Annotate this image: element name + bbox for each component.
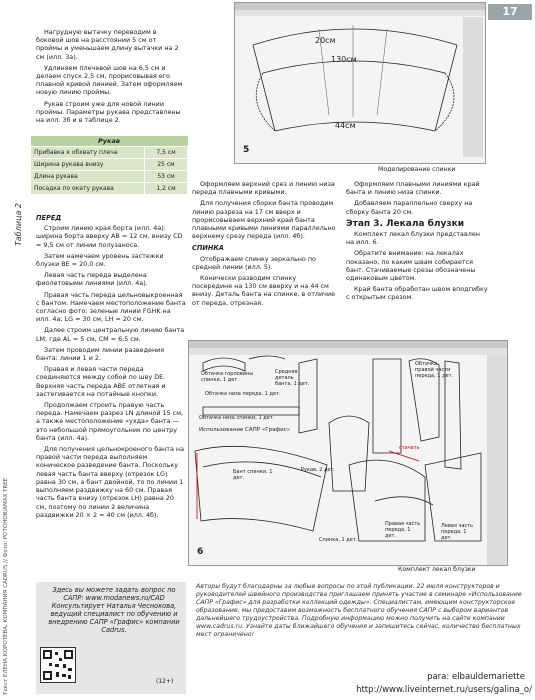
side-credit-text: Текст ЕЛЕНА КОРОТЕВА, КОМПАНИЯ CADRUS // Фото: РОТОНОВ/АМАХ TREE (3, 477, 9, 695)
pattern-label: стачать (399, 445, 420, 451)
figure-5-label-mid: 130см (331, 55, 357, 64)
figure-6-screenshot (188, 340, 508, 566)
paragraph: Затем проводим линии разведения банта: линии 1 и 2. (36, 345, 165, 363)
paragraph: Оформляем верхний срез и линию низа переда плавными кривыми. (192, 180, 335, 197)
paragraph: Затем намечаем уровень застежки блузки BE = 20,0 см. (36, 251, 164, 269)
table-cell: 53 см (145, 171, 188, 183)
watermark-line-2: http://www.liveinternet.ru/users/galina_o/ (356, 685, 532, 695)
table-label: Таблица 2 (14, 202, 23, 246)
paragraph: Комплект лекал блузки представлен на илл. 6. (346, 230, 480, 247)
seminar-announcement: Авторы будут благодарны за любые вопросы по этой публикации. 22 июля конструкторов и руководителей швейного производства приглашаем принять участие в семинаре «Использование САПР «Графис» для разработки коллекций одежды». Специалистам, имеющим конструкторское образование, мы предоставим возможность бесплатного обучения САПР с выбором вариантов дальнейшего трудоустройства. Подробную информацию можно получить на сайте компании www.cadrus.ru. Узнайте даты ближайшего обучения и запишитесь сейчас, количество бесплатных мест ограничено! (196, 583, 522, 638)
column-1 (36, 210, 186, 522)
paragraph: Правая и левая части переда соединяются между собой по шву DE. Верхняя часть переда ABE отлетная и застегивается на потайные кнопки. (36, 365, 166, 398)
paragraph: Конически разводим спинку посередине на 130 см вверху и на 44 см внизу. Деталь банта на спинке, в отличие от переда, отрезная. (192, 274, 336, 307)
paragraph: Левая часть переда выделена фиолетовыми линиями (илл. 4а). (36, 271, 148, 288)
figure-6-number: 6 (197, 547, 204, 557)
figure-5-number: 5 (243, 145, 250, 155)
section-heading-back: СПИНКА (192, 244, 224, 253)
paragraph: Строим линию края борта (илл. 4а): ширина борта вверху AB = 12 см, внизу CD = 9,5 см от линии полузаноса. (36, 224, 183, 249)
figure-5-drawing (235, 3, 485, 163)
table-cell: Посадка по окату рукава (31, 183, 145, 195)
paragraph: Обратите внимание: на лекалах показано, по каким швам собирается бант. Стачиваемые срезы обозначены одинаковым цветом. (346, 249, 476, 283)
age-rating: (12+) (156, 678, 174, 685)
figure-5-label-top: 20см (315, 36, 336, 45)
table-cell: 25 см (145, 159, 188, 171)
stage-heading: Этап 3. Лекала блузки (346, 218, 465, 229)
pattern-label: Рукав, 2 дет. (301, 467, 335, 473)
figure-5-label-bottom: 44см (335, 121, 356, 130)
table-cell: Прибавка к обхвату плеча (31, 147, 145, 159)
paragraph: Оформляем плавными линиями край банта и линию низа спинки. (346, 180, 480, 197)
column-2 (192, 180, 338, 310)
table-cell: 1,2 см (145, 183, 188, 195)
pattern-label: Бант спинки, 1 дет. (233, 469, 273, 481)
paragraph: Нагрудную вытачку переводим в боковой шов на расстоянии 5 см от проймы и уменьшаем длину вытачки на 2 см (илл. 3а). (36, 28, 179, 61)
paragraph: Добавляем параллельно сверху на сборку банта 20 см. (346, 199, 473, 216)
pattern-label: Средняя деталь банта, 1 дет. (275, 369, 310, 387)
pattern-label: Обтачка горловины спинки, 1 дет. (201, 371, 254, 383)
watermark-line-1: para: elbauldemariette (424, 672, 528, 682)
pattern-label: Спинка, 1 дет. (319, 537, 358, 543)
consultation-text: Здесь вы можете задать вопрос по САПР: www.modanews.ru/CAD Консультирует Наталья Чеснокова, ведущий специалист по обучению и внедрению САПР «Графис» компании Cadrus. (48, 586, 180, 634)
section-heading-front: ПЕРЕД (36, 214, 62, 222)
paragraph: Для получения цельнокроеного банта на правой части переда выполняем коническое разведение банта. Поскольку левая часть банта вверху (отрезок LG) равна 30 см, а бант двойной, то по линии 1 выполняем раздвижку на 60 см. Правая часть банта внизу (отрезок LH) равна 20 см, поэтому по линии 2 величина раздвижки 20 × 2 = 40 см (илл. 4б). (36, 445, 184, 519)
sleeve-table-title: Рукав (31, 136, 188, 147)
pattern-label: Правая часть переда, 1 дет. (385, 521, 421, 539)
paragraph: Рукав строим уже для новой линии проймы. Параметры рукава представлены на илл. 3б и в таблице 2. (36, 99, 181, 125)
paragraph: Правая часть переда цельновыкроенная с бантом. Намечаем местоположение банта согласно фото: зеленые линии FGHK на илл. 4а; LG = 30 см, LH = 20 см. (36, 290, 186, 324)
pattern-label: Использование САПР «Графис» (199, 427, 291, 433)
page-number: 17 (488, 4, 532, 20)
figure-5-caption: Моделирование спинки (378, 166, 456, 173)
paragraph: Продолжаем строить правую часть переда. Намечаем разрез LN длиной 15 см, а также местоположение «ухда» банта — это небольшой прямоугольник по центру банта (илл. 4а). (36, 401, 184, 442)
pattern-label: Обтачка низа спинки, 1 дет. (199, 415, 275, 421)
figure-6-caption: Комплект лекал блузки (398, 566, 476, 573)
paragraph: Отображаем спинку зеркально по средней линии (илл. 5). (192, 254, 316, 271)
pattern-label: Левая часть переда, 1 дет. (441, 523, 474, 541)
paragraph: Удлиняем плечевой шов на 6,5 см и делаем спуск 2,5 см, прорисовывая его плавной кривой линией. Затем оформляем новую линию проймы. (36, 63, 183, 97)
paragraph: Край банта обработан швом вподгибку с открытым срезом. (346, 285, 488, 302)
table-label-wrap (14, 186, 26, 256)
table-cell: 7,5 см (145, 147, 188, 159)
watermark (262, 672, 534, 698)
figure-5-screenshot (234, 2, 486, 164)
paragraph: Для получения сборки банта проводим линию разреза на 17 см вверх и прорисовываем верхний край банта плавными кривыми линиями параллельно верхнему срезу переда (илл. 4б). (192, 199, 336, 241)
table-cell: Ширина рукава внизу (31, 159, 145, 171)
sleeve-table (30, 136, 188, 195)
pattern-label: Обтачка низа переда, 1 дет. (205, 391, 281, 397)
pattern-label: Обтачка правой части переда, 1 дет. (415, 361, 454, 379)
column-1-top (36, 28, 184, 127)
paragraph: Далее строим центральную линию банта LM, где AL = 5 см, CM = 6,5 см. (36, 326, 185, 343)
side-credit-strip (0, 140, 14, 700)
table-cell: Длина рукава (31, 171, 145, 183)
qr-code (40, 647, 76, 683)
column-3 (346, 180, 488, 305)
